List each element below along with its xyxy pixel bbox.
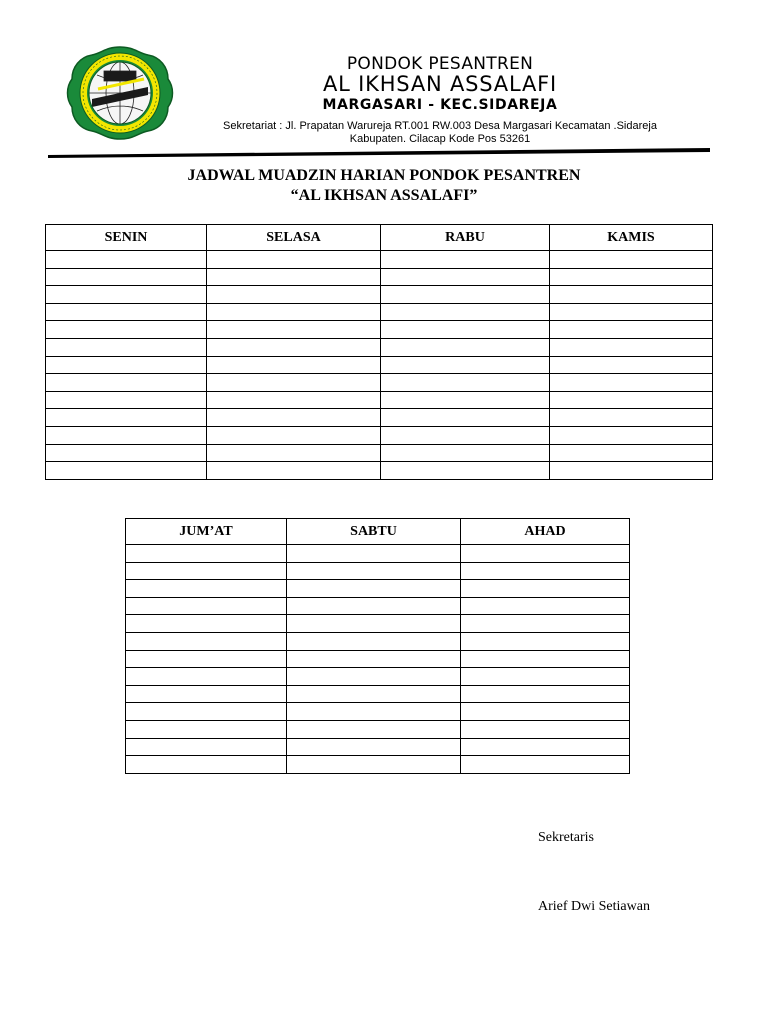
table-cell bbox=[381, 356, 550, 374]
table-row bbox=[126, 597, 630, 615]
table-cell bbox=[126, 703, 287, 721]
table-cell bbox=[550, 409, 713, 427]
table-cell bbox=[207, 303, 381, 321]
table-cell bbox=[207, 374, 381, 392]
pesantren-logo-icon bbox=[64, 43, 176, 143]
table-cell bbox=[550, 251, 713, 269]
table-cell bbox=[46, 356, 207, 374]
schedule-table-weekend-body bbox=[126, 545, 630, 774]
table-cell bbox=[126, 562, 287, 580]
table-row bbox=[46, 251, 713, 269]
table-cell bbox=[207, 356, 381, 374]
table-cell bbox=[381, 321, 550, 339]
table-cell bbox=[461, 562, 630, 580]
table-cell bbox=[550, 356, 713, 374]
schedule-table-weekend bbox=[125, 518, 630, 774]
table-row bbox=[46, 409, 713, 427]
column-header-senin: SENIN bbox=[46, 225, 207, 251]
table-cell bbox=[46, 338, 207, 356]
table-row bbox=[46, 462, 713, 480]
schedule-table-weekdays bbox=[45, 224, 713, 480]
table-cell bbox=[207, 251, 381, 269]
table-cell bbox=[207, 391, 381, 409]
table-row bbox=[46, 338, 713, 356]
table-cell bbox=[126, 632, 287, 650]
table-cell bbox=[461, 720, 630, 738]
table-cell bbox=[461, 703, 630, 721]
table-cell bbox=[207, 268, 381, 286]
table-row bbox=[126, 756, 630, 774]
table-cell bbox=[550, 321, 713, 339]
table-cell bbox=[287, 597, 461, 615]
table-cell bbox=[550, 462, 713, 480]
table-row bbox=[46, 374, 713, 392]
column-header-rabu: RABU bbox=[381, 225, 550, 251]
table-cell bbox=[287, 720, 461, 738]
table-cell bbox=[381, 391, 550, 409]
table-cell bbox=[287, 703, 461, 721]
header-location: MARGASARI - KEC.SIDAREJA bbox=[322, 97, 558, 113]
document-title-line-2: “AL IKHSAN ASSALAFI” bbox=[290, 187, 478, 204]
table-cell bbox=[287, 615, 461, 633]
table-cell bbox=[461, 685, 630, 703]
table-cell bbox=[46, 251, 207, 269]
table-row bbox=[46, 444, 713, 462]
table-cell bbox=[550, 303, 713, 321]
table-row bbox=[126, 615, 630, 633]
table-cell bbox=[46, 303, 207, 321]
table-cell bbox=[126, 720, 287, 738]
column-header-ahad: AHAD bbox=[461, 519, 630, 545]
table-cell bbox=[126, 650, 287, 668]
table-cell bbox=[126, 615, 287, 633]
column-header-sabtu: SABTU bbox=[287, 519, 461, 545]
table-row bbox=[46, 391, 713, 409]
signature-role: Sekretaris bbox=[538, 830, 594, 845]
table-cell bbox=[461, 738, 630, 756]
table-row bbox=[126, 668, 630, 686]
table-cell bbox=[207, 286, 381, 304]
table-cell bbox=[381, 444, 550, 462]
table-cell bbox=[207, 444, 381, 462]
table-row bbox=[46, 356, 713, 374]
column-header-selasa: SELASA bbox=[207, 225, 381, 251]
table-row bbox=[126, 580, 630, 598]
signature-name: Arief Dwi Setiawan bbox=[538, 899, 650, 914]
column-header-jumat: JUM’AT bbox=[126, 519, 287, 545]
table-row bbox=[126, 650, 630, 668]
table-row bbox=[46, 286, 713, 304]
table-cell bbox=[550, 338, 713, 356]
header-institution-name: AL IKHSAN ASSALAFI bbox=[323, 72, 557, 96]
table-cell bbox=[461, 756, 630, 774]
table-cell bbox=[550, 391, 713, 409]
table-cell bbox=[207, 462, 381, 480]
table-cell bbox=[46, 426, 207, 444]
table-cell bbox=[461, 615, 630, 633]
table-cell bbox=[207, 338, 381, 356]
table-cell bbox=[46, 409, 207, 427]
table-cell bbox=[287, 545, 461, 563]
table-cell bbox=[381, 268, 550, 286]
table-cell bbox=[287, 685, 461, 703]
header-line-1: PONDOK PESANTREN bbox=[346, 54, 534, 74]
table-cell bbox=[381, 426, 550, 444]
header-address-line-2: Kabupaten. Cilacap Kode Pos 53261 bbox=[349, 133, 531, 145]
table-cell bbox=[126, 580, 287, 598]
table-cell bbox=[287, 632, 461, 650]
table-cell bbox=[461, 580, 630, 598]
table-cell bbox=[381, 286, 550, 304]
table-cell bbox=[461, 668, 630, 686]
table-cell bbox=[550, 426, 713, 444]
table-cell bbox=[550, 374, 713, 392]
column-header-kamis: KAMIS bbox=[550, 225, 713, 251]
table-cell bbox=[287, 580, 461, 598]
table-row bbox=[126, 545, 630, 563]
table-cell bbox=[207, 321, 381, 339]
header-address-line-1: Sekretariat : Jl. Prapatan Warureja RT.001 RW.003 Desa Margasari Kecamatan .Sidareja bbox=[223, 120, 657, 132]
table-cell bbox=[126, 756, 287, 774]
table-cell bbox=[550, 268, 713, 286]
table-cell bbox=[381, 462, 550, 480]
table-cell bbox=[381, 251, 550, 269]
table-cell bbox=[126, 738, 287, 756]
table-cell bbox=[46, 444, 207, 462]
table-cell bbox=[46, 321, 207, 339]
table-cell bbox=[126, 668, 287, 686]
table-cell bbox=[46, 268, 207, 286]
table-cell bbox=[126, 597, 287, 615]
schedule-table-weekdays-body bbox=[46, 251, 713, 480]
table-cell bbox=[46, 462, 207, 480]
table-cell bbox=[461, 597, 630, 615]
table-row bbox=[126, 632, 630, 650]
table-row bbox=[46, 303, 713, 321]
table-cell bbox=[287, 650, 461, 668]
table-row bbox=[46, 426, 713, 444]
table-cell bbox=[207, 409, 381, 427]
table-row bbox=[126, 562, 630, 580]
table-cell bbox=[461, 650, 630, 668]
table-cell bbox=[46, 286, 207, 304]
table-cell bbox=[381, 338, 550, 356]
table-header-row bbox=[46, 225, 713, 251]
table-cell bbox=[126, 545, 287, 563]
table-row bbox=[46, 268, 713, 286]
table-cell bbox=[381, 303, 550, 321]
table-row bbox=[126, 685, 630, 703]
table-row bbox=[46, 321, 713, 339]
table-cell bbox=[287, 668, 461, 686]
table-cell bbox=[287, 738, 461, 756]
header-divider bbox=[48, 148, 710, 158]
table-cell bbox=[126, 685, 287, 703]
table-row bbox=[126, 720, 630, 738]
table-cell bbox=[46, 374, 207, 392]
table-cell bbox=[381, 409, 550, 427]
table-cell bbox=[46, 391, 207, 409]
table-cell bbox=[287, 562, 461, 580]
table-cell bbox=[287, 756, 461, 774]
table-cell bbox=[550, 286, 713, 304]
table-row bbox=[126, 703, 630, 721]
table-cell bbox=[550, 444, 713, 462]
table-cell bbox=[381, 374, 550, 392]
table-cell bbox=[461, 632, 630, 650]
table-header-row bbox=[126, 519, 630, 545]
table-row bbox=[126, 738, 630, 756]
table-cell bbox=[461, 545, 630, 563]
document-title-line-1: JADWAL MUADZIN HARIAN PONDOK PESANTREN bbox=[187, 167, 581, 184]
table-cell bbox=[207, 426, 381, 444]
